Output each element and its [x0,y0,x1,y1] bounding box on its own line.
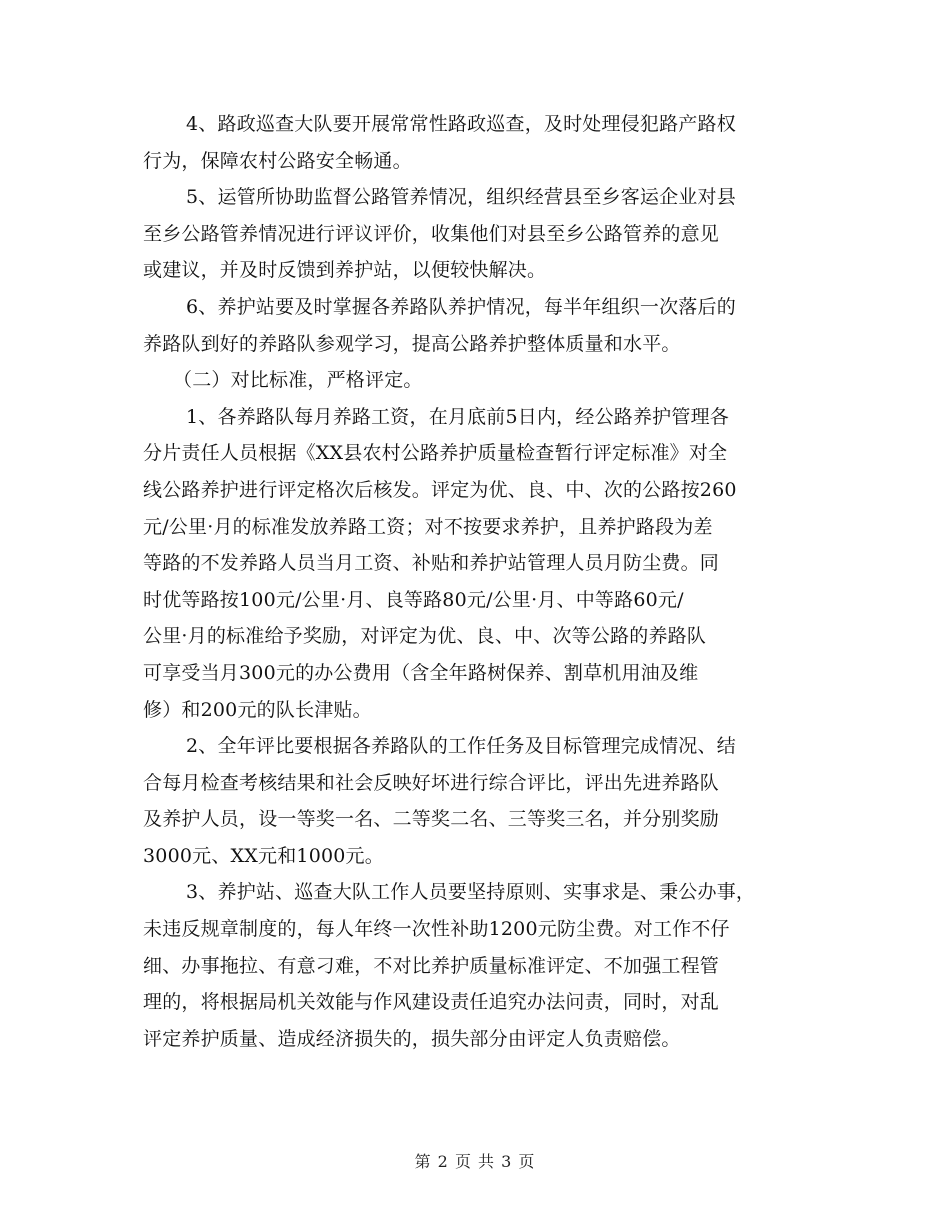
paragraph-line: 线公路养护进行评定格次后核发。评定为优、良、中、次的公路按260 [143,478,737,501]
paragraph-line: 至乡公路管养情况进行评议评价，收集他们对县至乡公路管养的意见 [143,222,720,245]
paragraph-line: 合每月检查考核结果和社会反映好坏进行综合评比，评出先进养路队 [143,771,720,794]
paragraph-line: 等路的不发养路人员当月工资、补贴和养护站管理人员月防尘费。同 [143,552,720,575]
paragraph-line: 可享受当月300元的办公费用（含全年路树保养、割草机用油及维 [143,661,699,684]
paragraph-line: 未违反规章制度的，每人年终一次性补助1200元防尘费。对工作不仔 [143,918,730,941]
paragraph-line: 元/公里·月的标准发放养路工资；对不按要求养护，且养护路段为差 [143,515,713,538]
paragraph-line: 及养护人员，设一等奖一名、二等奖二名、三等奖三名，并分别奖励 [143,808,720,831]
paragraph-line: 3、养护站、巡查大队工作人员要坚持原则、实事求是、秉公办事， [186,881,756,904]
paragraph-line: 公里·月的标准给予奖励，对评定为优、良、中、次等公路的养路队 [143,625,707,648]
document-body [143,106,808,1057]
paragraph-line: 2、全年评比要根据各养路队的工作任务及目标管理完成情况、结 [186,735,736,758]
paragraph-line: 或建议，并及时反馈到养护站，以便较快解决。 [143,259,547,282]
page-number-footer: 第 2 页 共 3 页 [414,1152,536,1171]
paragraph-line: 分片责任人员根据《XX县农村公路养护质量检查暂行评定标准》对全 [143,442,728,465]
paragraph-line: 5、运管所协助监督公路管养情况，组织经营县至乡客运企业对县 [186,186,736,209]
paragraph-line: 4、路政巡查大队要开展常常性路政巡查，及时处理侵犯路产路权 [186,113,736,135]
paragraph-line: 修）和200元的队长津贴。 [143,698,372,721]
paragraph-line: 细、办事拖拉、有意刁难，不对比养护质量标准评定、不加强工程管 [143,954,720,977]
paragraph-line: 6、养护站要及时掌握各养路队养护情况，每半年组织一次落后的 [186,295,736,318]
paragraph-line: 时优等路按100元/公里·月、良等路80元/公里·月、中等路60元/ [143,588,684,611]
paragraph-line: 养路队到好的养路队参观学习，提高公路养护整体质量和水平。 [143,332,681,355]
paragraph-line: 评定养护质量、造成经济损失的，损失部分由评定人负责赔偿。 [143,1027,681,1050]
paragraph-line: 理的，将根据局机关效能与作风建设责任追究办法问责，同时，对乱 [143,991,720,1014]
paragraph-line: 3000元、XX元和1000元。 [143,844,384,867]
paragraph-line: 1、各养路队每月养路工资，在月底前5日内，经公路养护管理各 [186,405,729,428]
paragraph-line: 行为，保障农村公路安全畅通。 [143,149,412,172]
section-heading: （二）对比标准，严格评定。 [173,369,423,392]
